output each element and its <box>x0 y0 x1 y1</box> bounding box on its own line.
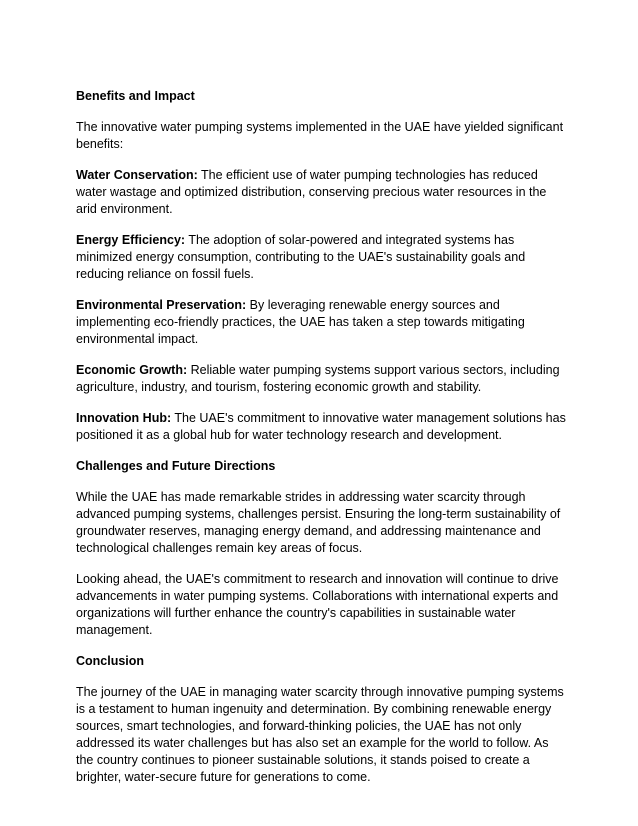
benefit-item-water-conservation <box>76 167 566 218</box>
section-heading-conclusion: Conclusion <box>76 654 145 668</box>
challenges-paragraph: While the UAE has made remarkable strides in addressing water scarcity through advanced pumping systems, challenges persist. Ensuring the long-term sustainability of groundwater reserves, managing energy demand, and addressing maintenance and technological challenges remain key areas of focus. <box>76 490 561 555</box>
benefit-term: Innovation Hub: <box>76 411 172 425</box>
benefit-text: The adoption of solar-powered and integrated systems has minimized energy consumption, contributing to the UAE's sustainability goals and reducing reliance on fossil fuels. <box>76 233 526 281</box>
section-heading-challenges: Challenges and Future Directions <box>76 459 276 473</box>
future-directions-paragraph: Looking ahead, the UAE's commitment to research and innovation will continue to drive advancements in water pumping systems. Collaborations with international experts and organizations will further enhance the country's capabilities in sustainable water management. <box>76 572 559 637</box>
benefit-term: Energy Efficiency: <box>76 233 186 247</box>
benefits-intro: The innovative water pumping systems implemented in the UAE have yielded significant benefits: <box>76 120 564 151</box>
section-heading-benefits: Benefits and Impact <box>76 89 195 103</box>
benefit-text: By leveraging renewable energy sources and implementing eco-friendly practices, the UAE has taken a step towards mitigating environmental impact. <box>76 298 525 346</box>
benefit-text: The efficient use of water pumping technologies has reduced water wastage and optimized distribution, conserving precious water resources in the arid environment. <box>76 168 547 216</box>
document-body <box>76 88 566 786</box>
benefit-term: Economic Growth: <box>76 363 188 377</box>
benefit-text: The UAE's commitment to innovative water management solutions has positioned it as a global hub for water technology research and development. <box>76 411 566 442</box>
benefit-item-innovation-hub <box>76 410 566 444</box>
benefit-term: Water Conservation: <box>76 168 198 182</box>
benefit-item-economic-growth <box>76 362 566 396</box>
conclusion-paragraph: The journey of the UAE in managing water scarcity through innovative pumping systems is a testament to human ingenuity and determination. By combining renewable energy sources, smart technologies, and forward-thinking policies, the UAE has not only addressed its water challenges but has also set an example for the world to follow. As the country continues to pioneer sustainable solutions, it stands poised to create a brighter, water-secure future for generations to come. <box>76 685 564 784</box>
benefit-text: Reliable water pumping systems support various sectors, including agriculture, industry, and tourism, fostering economic growth and stability. <box>76 363 560 394</box>
benefit-item-environmental-preservation <box>76 297 566 348</box>
benefit-term: Environmental Preservation: <box>76 298 247 312</box>
benefit-item-energy-efficiency <box>76 232 566 283</box>
